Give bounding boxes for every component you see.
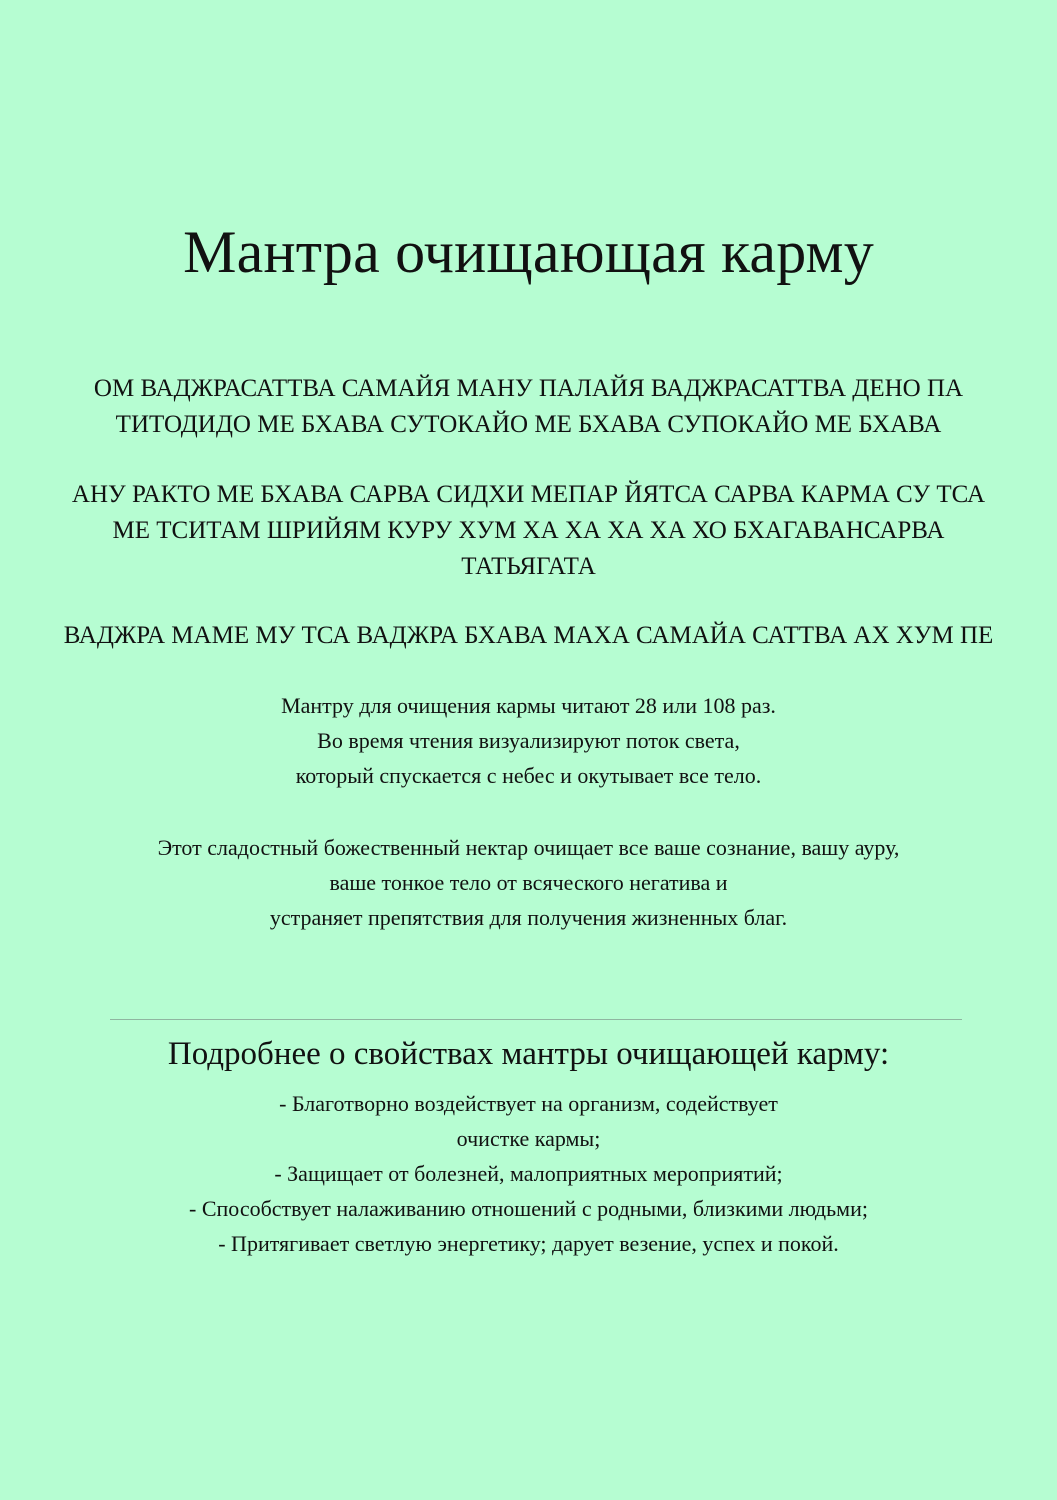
mantra-line: ТАТЬЯГАТА <box>461 553 596 580</box>
list-item: - Защищает от болезней, малоприятных мероприятий; <box>274 1161 783 1186</box>
properties-list <box>0 1086 1057 1261</box>
mantra-line: ВАДЖРА МАМЕ МУ ТСА ВАДЖРА БХАВА МАХА САМАЙА САТТВА АХ ХУМ ПЕ <box>63 622 994 649</box>
description-line: ваше тонкое тело от всяческого негатива и <box>329 870 728 895</box>
mantra-paragraph-2 <box>0 477 1057 585</box>
description-line: Мантру для очищения кармы читают 28 или 108 раз. <box>281 693 776 718</box>
mantra-line: АНУ РАКТО МЕ БХАВА САРВА СИДХИ МЕПАР ЙЯТСА САРВА КАРМА СУ ТСА <box>71 481 986 508</box>
section-divider <box>110 1019 962 1020</box>
description-line: который спускается с небес и окутывает все тело. <box>295 763 762 788</box>
mantra-line: ТИТОДИДО МЕ БХАВА СУТОКАЙО МЕ БХАВА СУПОКАЙО МЕ БХАВА <box>115 411 942 438</box>
description-line: устраняет препятствия для получения жизненных благ. <box>269 905 788 930</box>
mantra-line: МЕ ТСИТАМ ШРИЙЯМ КУРУ ХУМ ХА ХА ХА ХА ХО БХАГАВАНСАРВА <box>112 517 945 544</box>
list-item: - Способствует налаживанию отношений с родными, близкими людьми; <box>189 1196 868 1221</box>
page-title: Мантра очищающая карму <box>183 219 874 285</box>
description-line: Этот сладостный божественный нектар очищает все ваше сознание, вашу ауру, <box>157 835 900 860</box>
properties-heading: Подробнее о свойствах мантры очищающей карму: <box>167 1036 890 1072</box>
list-item: - Притягивает светлую энергетику; дарует везение, успех и покой. <box>218 1231 839 1256</box>
description-paragraph-2 <box>0 830 1057 935</box>
mantra-paragraph-1 <box>0 371 1057 443</box>
list-item: очистке кармы; <box>456 1126 601 1151</box>
description-line: Во время чтения визуализируют поток света, <box>317 728 740 753</box>
list-item: - Благотворно воздействует на организм, содействует <box>279 1091 778 1116</box>
description-paragraph-1 <box>0 688 1057 793</box>
mantra-line: ОМ ВАДЖРАСАТТВА САМАЙЯ МАНУ ПАЛАЙЯ ВАДЖРАСАТТВА ДЕНО ПА <box>93 375 964 402</box>
mantra-paragraph-3 <box>0 618 1057 654</box>
